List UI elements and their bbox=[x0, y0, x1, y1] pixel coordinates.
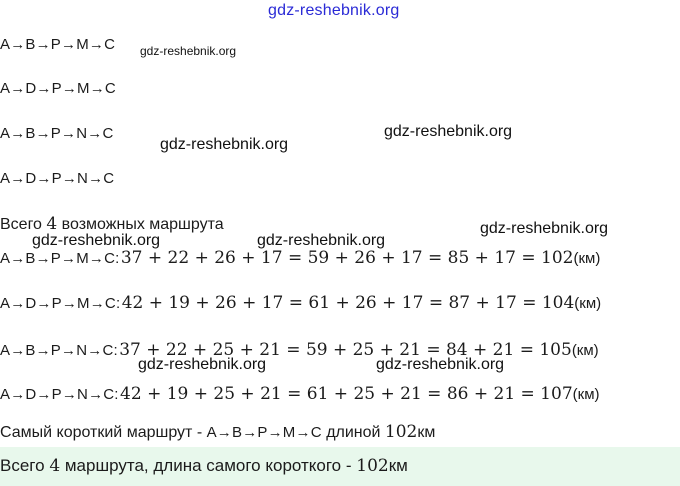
calc-line: A→D→P→M→C: 42 + 19 + 26 + 17 = 61 + 26 + 17 = 87 + 17 = 104(км) bbox=[0, 293, 602, 313]
route-line: A→B→P→N→C bbox=[0, 125, 114, 142]
watermark: gdz-reshebnik.org bbox=[140, 44, 237, 58]
calc-line: A→D→P→N→C: 42 + 19 + 25 + 21 = 61 + 25 + 21 = 86 + 21 = 107(км) bbox=[0, 384, 600, 404]
watermark: gdz-reshebnik.org bbox=[376, 356, 505, 373]
calc-line: A→B→P→M→C: 37 + 22 + 26 + 17 = 59 + 26 + 17 = 85 + 17 = 102(км) bbox=[0, 248, 601, 268]
watermark: gdz-reshebnik.org bbox=[384, 123, 513, 140]
watermark: gdz-reshebnik.org bbox=[160, 136, 289, 153]
total-routes-text: Всего 4 возможных маршрута bbox=[0, 214, 224, 234]
answer-box bbox=[0, 447, 680, 486]
answer-text: Всего 4 маршрута, длина самого короткого - 102км bbox=[0, 456, 408, 476]
route-line: A→B→P→M→C bbox=[0, 36, 116, 53]
watermark: gdz-reshebnik.org bbox=[257, 232, 386, 249]
route-line: A→D→P→N→C bbox=[0, 170, 115, 187]
watermark-top: gdz-reshebnik.org bbox=[268, 2, 400, 19]
shortest-route-text: Самый короткий маршрут - A→B→P→M→C длиной 102км bbox=[0, 422, 436, 442]
watermark: gdz-reshebnik.org bbox=[138, 356, 267, 373]
watermark: gdz-reshebnik.org bbox=[32, 232, 161, 249]
calc-line: A→B→P→N→C: 37 + 22 + 25 + 21 = 59 + 25 + 21 = 84 + 21 = 105(км) bbox=[0, 340, 599, 360]
route-line: A→D→P→M→C bbox=[0, 80, 116, 97]
watermark: gdz-reshebnik.org bbox=[480, 220, 609, 237]
